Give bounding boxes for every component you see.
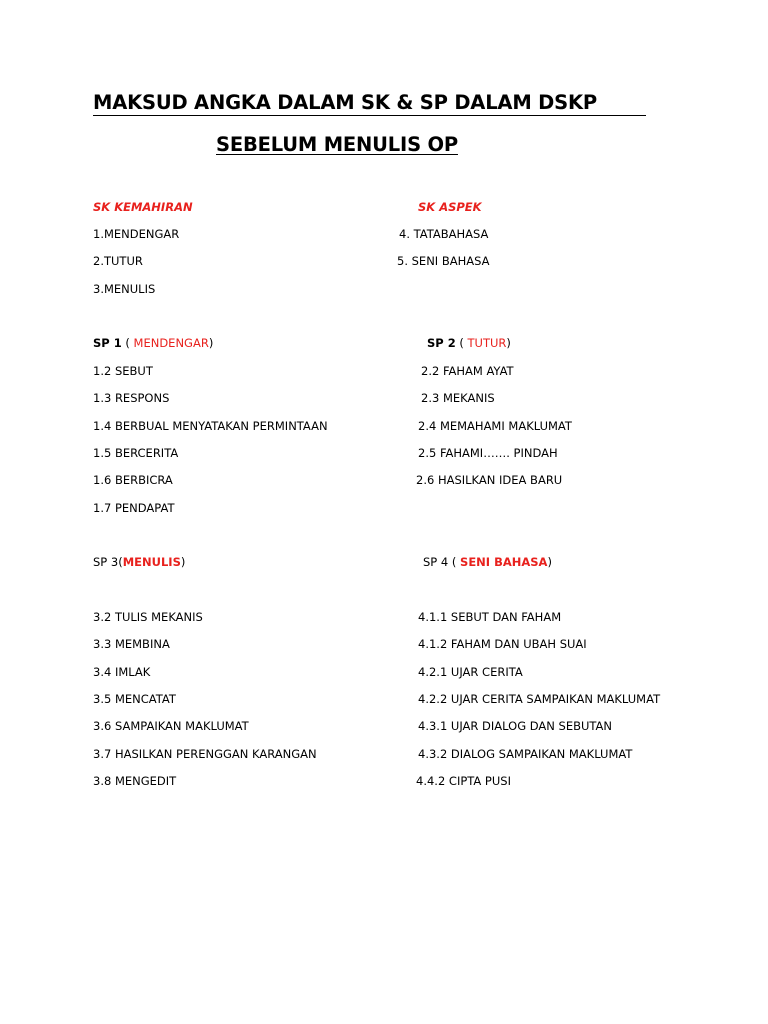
sp4-item: 4.1.2 FAHAM DAN UBAH SUAI: [418, 637, 587, 651]
sp2-item: 2.6 HASILKAN IDEA BARU: [416, 473, 563, 487]
sk-aspek-item: 5. SENI BAHASA: [397, 254, 490, 268]
sp1-close: ): [208, 336, 214, 350]
sp4-name: SENI BAHASA: [460, 555, 548, 569]
sp1-item: 1.2 SEBUT: [93, 364, 153, 378]
sp2-name: TUTUR: [467, 336, 507, 350]
sp4-item: 4.3.2 DIALOG SAMPAIKAN MAKLUMAT: [418, 747, 633, 761]
sp4-item: 4.1.1 SEBUT DAN FAHAM: [418, 610, 562, 624]
sp1-item: 1.5 BERCERITA: [93, 446, 179, 460]
sp3-item: 3.3 MEMBINA: [93, 637, 170, 651]
sp4-item: 4.3.1 UJAR DIALOG DAN SEBUTAN: [418, 719, 613, 733]
sp4-item: 4.2.1 UJAR CERITA: [418, 665, 523, 679]
sp3-prefix: SP 3: [93, 555, 119, 569]
sk-aspek-item: 4. TATABAHASA: [399, 227, 489, 241]
sp4-close: ): [547, 555, 552, 569]
sp3-close: ): [180, 555, 186, 569]
page-subtitle: SEBELUM MENULIS OP: [216, 133, 458, 156]
sp3-item: 3.6 SAMPAIKAN MAKLUMAT: [93, 719, 249, 733]
sp2-close: ): [506, 336, 511, 350]
sp3-item: 3.4 IMLAK: [93, 665, 151, 679]
sp4-prefix: SP 4: [423, 555, 449, 569]
sp1-item: 1.4 BERBUAL MENYATAKAN PERMINTAAN: [93, 419, 328, 433]
sp4-heading: [423, 555, 552, 569]
sp2-item: 2.2 FAHAM AYAT: [421, 364, 514, 378]
sp1-item: 1.6 BERBICRA: [93, 473, 173, 487]
sp4-item: 4.4.2 CIPTA PUSI: [416, 774, 511, 788]
sk-kemahiran-item: 1.MENDENGAR: [93, 227, 180, 241]
sk-kemahiran-heading: SK KEMAHIRAN: [93, 200, 193, 214]
sp3-item: 3.5 MENCATAT: [93, 692, 176, 706]
sp3-item: 3.2 TULIS MEKANIS: [93, 610, 203, 624]
sp1-heading: [93, 336, 213, 350]
sp1-item: 1.3 RESPONS: [93, 391, 170, 405]
sp1-prefix: SP 1: [93, 336, 122, 350]
sp2-item: 2.3 MEKANIS: [421, 391, 495, 405]
sp3-item: 3.8 MENGEDIT: [93, 774, 177, 788]
sp3-name: MENULIS: [122, 555, 181, 569]
sk-kemahiran-item: 3.MENULIS: [93, 282, 156, 296]
sp4-open: (: [448, 555, 461, 569]
sp2-item: 2.5 FAHAMI……. PINDAH: [418, 446, 558, 460]
sp3-open: (: [118, 555, 123, 569]
sp2-item: 2.4 MEMAHAMI MAKLUMAT: [418, 419, 572, 433]
sp1-name: MENDENGAR: [133, 336, 209, 350]
sp3-item: 3.7 HASILKAN PERENGGAN KARANGAN: [93, 747, 317, 761]
sk-kemahiran-item: 2.TUTUR: [93, 254, 143, 268]
sp3-heading: [93, 555, 185, 569]
sk-aspek-heading: SK ASPEK: [418, 200, 482, 214]
sp2-heading: [427, 336, 511, 350]
sp1-open: (: [121, 336, 134, 350]
page-title: MAKSUD ANGKA DALAM SK & SP DALAM DSKP: [93, 91, 646, 116]
sp4-item: 4.2.2 UJAR CERITA SAMPAIKAN MAKLUMAT: [418, 692, 661, 706]
sp2-prefix: SP 2: [427, 336, 456, 350]
sp2-open: (: [455, 336, 468, 350]
sp1-item: 1.7 PENDAPAT: [93, 501, 175, 515]
